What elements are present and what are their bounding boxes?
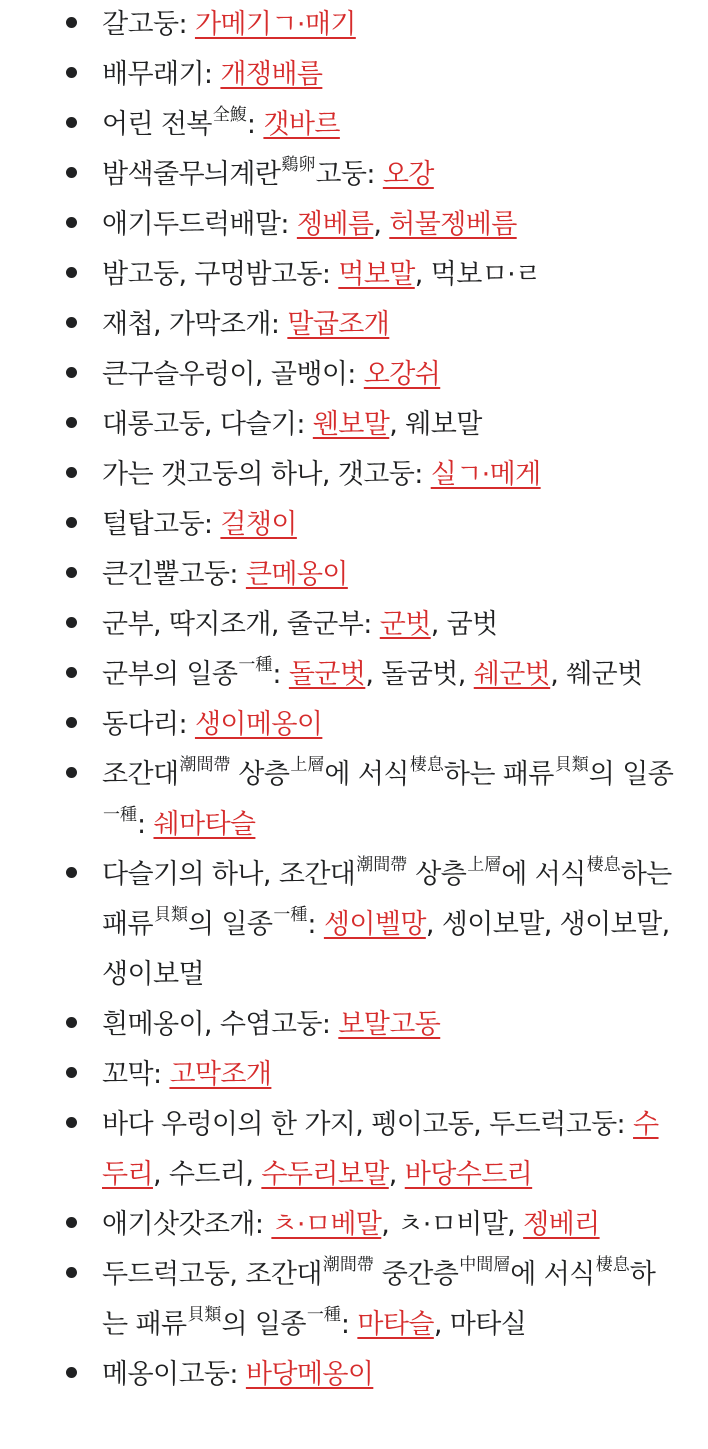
dialect-term-link[interactable]: ㅊ·ㅁ베말 bbox=[271, 1209, 382, 1240]
item-text: , 돌굼벗, bbox=[365, 659, 474, 690]
item-text: 배무래기: bbox=[102, 59, 221, 90]
item-text: 밤고둥, 구멍밤고동: bbox=[102, 259, 339, 290]
hanja-annotation: 貝類 bbox=[554, 755, 589, 775]
item-text: 의 일종 bbox=[221, 1309, 306, 1340]
item-text: : bbox=[340, 1309, 358, 1340]
item-text: 털탑고둥: bbox=[102, 509, 221, 540]
item-text: 에 서식 bbox=[324, 759, 409, 790]
list-item bbox=[102, 350, 674, 400]
hanja-annotation: 潮間帶 bbox=[179, 755, 231, 775]
item-text: 에 서식 bbox=[501, 859, 586, 890]
item-text: 군부의 일종 bbox=[102, 659, 238, 690]
item-text: , 웨보말 bbox=[389, 409, 482, 440]
dialect-term-link[interactable]: 걸챙이 bbox=[220, 509, 297, 540]
dialect-term-link[interactable]: 마타슬 bbox=[357, 1309, 434, 1340]
item-text: , bbox=[388, 1159, 405, 1190]
dialect-term-link[interactable]: 수두리보말 bbox=[261, 1159, 389, 1190]
list-item bbox=[102, 1000, 674, 1050]
hanja-annotation: 一種 bbox=[103, 805, 137, 825]
item-text: , bbox=[373, 209, 390, 240]
hanja-annotation: 貝類 bbox=[187, 1305, 222, 1325]
item-text: 두드럭고둥, 조간대 bbox=[102, 1259, 322, 1290]
item-text: 하는 패류 bbox=[443, 759, 554, 790]
dialect-term-link[interactable]: 돌군벗 bbox=[288, 659, 366, 690]
item-text: , 쒜군벗 bbox=[550, 659, 643, 690]
list-item bbox=[102, 1350, 674, 1400]
item-text: 대롱고둥, 다슬기: bbox=[102, 409, 313, 440]
item-text: : bbox=[137, 809, 154, 840]
dialect-term-link[interactable]: 젱베름 bbox=[296, 209, 374, 240]
item-text: 갈고둥: bbox=[102, 9, 195, 40]
item-text: , 마타실 bbox=[433, 1309, 527, 1340]
item-text: , ㅊ·ㅁ비말, bbox=[381, 1209, 524, 1240]
dialect-term-link[interactable]: 바당메옹이 bbox=[245, 1359, 374, 1390]
list-item bbox=[102, 550, 674, 600]
dialect-term-link[interactable]: 보말고동 bbox=[338, 1009, 441, 1040]
item-text: 큰긴뿔고둥: bbox=[102, 559, 246, 590]
dialect-term-link[interactable]: 허물젱베름 bbox=[389, 209, 517, 240]
item-text: 큰구슬우렁이, 골뱅이: bbox=[102, 359, 364, 390]
list-item bbox=[102, 50, 674, 100]
hanja-annotation: 棲息 bbox=[586, 855, 621, 875]
item-text: 조간대 bbox=[102, 759, 179, 790]
dialect-term-link[interactable]: 말굽조개 bbox=[287, 309, 390, 340]
item-text: 어린 전복 bbox=[102, 109, 212, 140]
list-item bbox=[102, 450, 674, 500]
item-text: 하는 패류 bbox=[102, 859, 672, 940]
item-text: 다슬기의 하나, 조간대 bbox=[102, 859, 356, 890]
list-item bbox=[102, 300, 674, 350]
dialect-term-link[interactable]: 개쟁배름 bbox=[220, 59, 323, 90]
list-item bbox=[102, 1050, 674, 1100]
item-text: 흰메옹이, 수염고둥: bbox=[102, 1009, 339, 1040]
list-item bbox=[102, 1250, 674, 1350]
list-item bbox=[102, 1200, 674, 1250]
item-text: 재첩, 가막조개: bbox=[102, 309, 288, 340]
item-text: , 먹보ㅁ·ㄹ bbox=[414, 259, 541, 290]
hanja-annotation: 貝類 bbox=[153, 905, 188, 925]
item-text: 에 서식 bbox=[510, 1259, 595, 1290]
dialect-term-link[interactable]: 셍이벨망 bbox=[323, 909, 426, 940]
item-text: : bbox=[307, 909, 324, 940]
dialect-term-link[interactable]: 생이메옹이 bbox=[194, 709, 323, 740]
item-text: 상층 bbox=[230, 759, 290, 790]
hanja-annotation: 棲息 bbox=[409, 755, 444, 775]
dialect-term-link[interactable]: 수두리 bbox=[102, 1109, 659, 1190]
item-text: 상층 bbox=[407, 859, 467, 890]
item-text: 군부, 딱지조개, 줄군부: bbox=[102, 609, 380, 640]
list-item bbox=[102, 700, 674, 750]
item-text: 꼬막: bbox=[102, 1059, 170, 1090]
list-item bbox=[102, 600, 674, 650]
dialect-term-link[interactable]: 오강 bbox=[382, 159, 434, 190]
hanja-annotation: 棲息 bbox=[595, 1255, 630, 1275]
item-text: , 셍이보말, 생이보말, 생이보멀 bbox=[102, 909, 670, 990]
dialect-term-link[interactable]: 쉐마타슬 bbox=[153, 809, 256, 840]
item-text: 애기삿갓조개: bbox=[102, 1209, 272, 1240]
item-text: 가는 갯고둥의 하나, 갯고둥: bbox=[102, 459, 431, 490]
dialect-term-link[interactable]: 갯바르 bbox=[263, 109, 340, 140]
dialect-term-link[interactable]: 웬보말 bbox=[312, 409, 390, 440]
dialect-term-link[interactable]: 젱베리 bbox=[523, 1209, 600, 1240]
dialect-term-link[interactable]: 큰메옹이 bbox=[245, 559, 348, 590]
dialect-term-link[interactable]: 군벗 bbox=[379, 609, 431, 640]
hanja-annotation: 上層 bbox=[290, 755, 325, 775]
hanja-annotation: 中間層 bbox=[459, 1255, 511, 1275]
item-text: , 수드리, bbox=[152, 1159, 262, 1190]
list-item bbox=[102, 400, 674, 450]
item-text: 애기두드럭배말: bbox=[102, 209, 297, 240]
dialect-term-link[interactable]: 오강쉬 bbox=[363, 359, 441, 390]
list-item bbox=[102, 0, 674, 50]
item-text: : bbox=[246, 109, 264, 140]
hanja-annotation: 潮間帶 bbox=[322, 1255, 374, 1275]
item-text: 중간층 bbox=[373, 1259, 459, 1290]
dialect-term-link[interactable]: 바당수드리 bbox=[404, 1159, 533, 1190]
item-text: 고둥: bbox=[315, 159, 383, 190]
hanja-annotation: 鷄卵 bbox=[281, 155, 316, 175]
hanja-annotation: 全鰒 bbox=[212, 105, 247, 125]
item-text: 바다 우렁이의 한 가지, 펭이고동, 두드럭고둥: bbox=[102, 1109, 634, 1140]
dialect-term-link[interactable]: 고막조개 bbox=[169, 1059, 272, 1090]
dialect-term-link[interactable]: 쉐군벗 bbox=[473, 659, 551, 690]
item-text: 의 일종 bbox=[588, 759, 674, 790]
list-item bbox=[102, 200, 674, 250]
list-item bbox=[102, 850, 674, 1000]
hanja-annotation: 一種 bbox=[238, 655, 273, 675]
item-text: 메옹이고둥: bbox=[102, 1359, 246, 1390]
hanja-annotation: 一種 bbox=[273, 905, 308, 925]
item-text: : bbox=[272, 659, 289, 690]
list-item bbox=[102, 650, 674, 700]
list-item bbox=[102, 100, 674, 150]
hanja-annotation: 上層 bbox=[467, 855, 502, 875]
list-item bbox=[102, 500, 674, 550]
dialect-term-link[interactable]: 먹보말 bbox=[338, 259, 415, 290]
dialect-term-link[interactable]: 실ㄱ·메게 bbox=[430, 459, 541, 490]
dialect-term-link[interactable]: 가메기ㄱ·매기 bbox=[194, 9, 356, 40]
list-item bbox=[102, 1100, 674, 1200]
list-item bbox=[102, 150, 674, 200]
item-text: 하는 패류 bbox=[102, 1259, 656, 1340]
hanja-annotation: 潮間帶 bbox=[356, 855, 408, 875]
hanja-annotation: 一種 bbox=[306, 1305, 341, 1325]
item-text: 동다리: bbox=[102, 709, 195, 740]
list-item bbox=[102, 250, 674, 300]
list-item bbox=[102, 750, 674, 850]
item-text: 의 일종 bbox=[187, 909, 273, 940]
item-text: 밤색줄무늬계란 bbox=[102, 159, 281, 190]
item-text: , 굼벗 bbox=[430, 609, 498, 640]
